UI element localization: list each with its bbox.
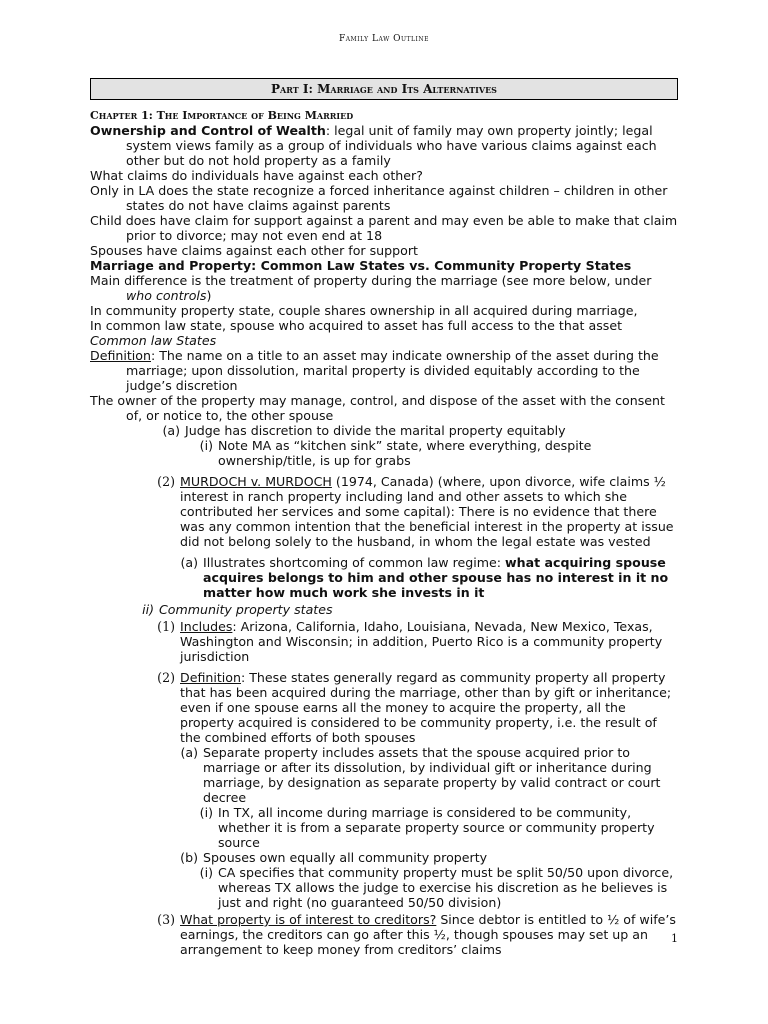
paragraph-la: Only in LA does the state recognize a forced inheritance against children – children in other states do not have claims against parents (90, 183, 668, 213)
paragraph-child-support: Child does have claim for support against a parent and may even be able to make that claim prior to divorce; may not even end at 18 (90, 213, 678, 243)
list-item-ii: ii) Community property states (142, 602, 333, 617)
case-name: MURDOCH v. MURDOCH (180, 474, 332, 489)
document-body (90, 106, 680, 957)
paragraph-spouses: Spouses have claims against each other for support (90, 243, 418, 258)
subheading-common-law: Common law States (90, 333, 217, 348)
list-item-a1: (a) Judge has discretion to divide the marital property equitably (162, 423, 566, 438)
list-item-c2bi: (i) CA specifies that community property must be split 50/50 upon divorce, whereas TX allows the judge to exercise his discretion as he believes is just and right (no guaranteed 50/50 division) (199, 865, 674, 910)
paragraph-definition: Definition: The name on a title to an asset may indicate ownership of the asset during the marriage; upon dissolution, marital property is divided equitably according to the judge’s discretion (90, 348, 659, 393)
chapter-title: Chapter 1: The Importance of Being Married (90, 109, 354, 122)
paragraph-ownership: Ownership and Control of Wealth: legal unit of family may own property jointly; legal system views family as a group of individuals who have various claims against each other but do not hold property as a family (90, 123, 657, 168)
section-heading: Marriage and Property: Common Law States vs. Community Property States (90, 258, 632, 273)
paragraph-community: In community property state, couple shares ownership in all acquired during marriage, (90, 303, 638, 318)
paragraph-claims: What claims do individuals have against each other? (90, 168, 423, 183)
page-number: 1 (671, 932, 678, 945)
part-title: Part I: Marriage and Its Alternatives (90, 78, 678, 100)
list-item-a2: (a) Illustrates shortcoming of common law regime: what acquiring spouse acquires belongs to him and other spouse has no interest in it no matter how much work she invests in it (180, 555, 669, 600)
list-item-c2: (2) Definition: These states generally regard as community property all property that has been acquired during the marriage, other than by gift or inheritance; even if one spouse earns all the money to acquire the property, all the property acquired is considered to be community property, i.e. the result of the combined efforts of both spouses (157, 670, 672, 745)
list-item-c1: (1) Includes: Arizona, California, Idaho, Louisiana, Nevada, New Mexico, Texas, Washington and Wisconsin; in addition, Puerto Rico is a community property jurisdiction (157, 619, 663, 664)
paragraph-owner: The owner of the property may manage, control, and dispose of the asset with the consent of, or notice to, the other spouse (90, 393, 665, 423)
paragraph-common: In common law state, spouse who acquired to asset has full access to the that asset (90, 318, 623, 333)
term-ownership: Ownership and Control of Wealth (90, 123, 326, 138)
paragraph-main-difference: Main difference is the treatment of property during the marriage (see more below, under who controls) (90, 273, 652, 303)
list-item-c2b: (b) Spouses own equally all community property (180, 850, 488, 865)
running-header: Family Law Outline (338, 34, 430, 44)
list-item-c3: (3) What property is of interest to creditors? Since debtor is entitled to ½ of wife’s earnings, the creditors can go after this ½, though spouses may set up an arrangement to keep money from creditors’ claims (157, 912, 676, 957)
list-item-i1: (i) Note MA as “kitchen sink” state, where everything, despite ownership/title, is up for grabs (199, 438, 592, 468)
list-item-c2ai: (i) In TX, all income during marriage is considered to be community, whether it is from a separate property source or community property source (199, 805, 655, 850)
list-item-c2a: (a) Separate property includes assets that the spouse acquired prior to marriage or after its dissolution, by individual gift or inheritance during marriage, by designation as separate property by valid contract or court decree (180, 745, 661, 805)
list-item-2: (2) MURDOCH v. MURDOCH (1974, Canada) (where, upon divorce, wife claims ½ interest in ranch property including land and other assets to which she contributed her services and some capital): There is no evidence that there was any common intention that the beneficial interest in the property at issue did not belong solely to the husband, in whom the legal estate was vested (157, 474, 674, 549)
